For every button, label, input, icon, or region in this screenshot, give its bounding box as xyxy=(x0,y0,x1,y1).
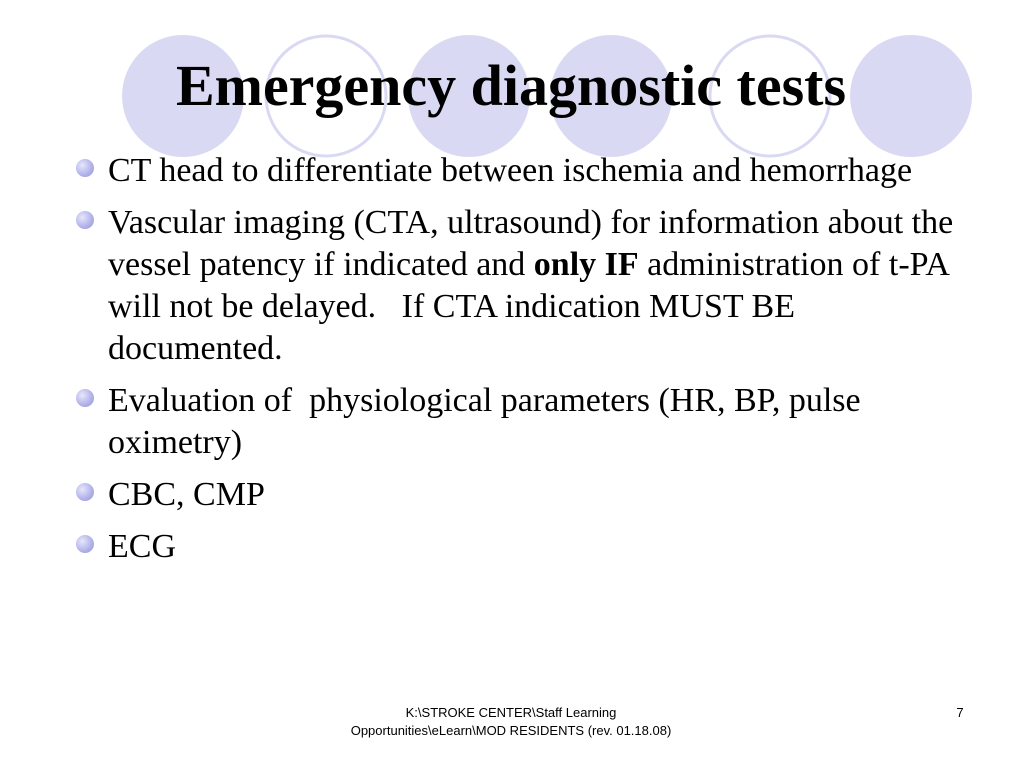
bullet-text: CT head to differentiate between ischemia and hemorrhage xyxy=(108,152,913,189)
slide-title-text: Emergency diagnostic tests xyxy=(175,53,847,118)
bullet-dot-icon xyxy=(76,535,94,553)
page-number: 7 xyxy=(956,705,964,720)
bullet-item xyxy=(76,526,976,568)
footer-path: K:\STROKE CENTER\Staff Learning Opportunities\eLearn\MOD RESIDENTS (rev. 01.18.08) xyxy=(350,705,672,738)
bullet-text-after: administration of t-PA will not be delayed. If CTA indication MUST BE documented. xyxy=(108,246,957,367)
bullet-dot-icon xyxy=(76,389,94,407)
bullet-text: Evaluation of physiological parameters (HR, BP, pulse oximetry) xyxy=(108,382,870,461)
bullet-item xyxy=(76,202,976,370)
slide-title xyxy=(0,48,1024,124)
bullet-dot-icon xyxy=(76,483,94,501)
bullet-item xyxy=(76,150,976,192)
bullet-text: ECG xyxy=(108,528,176,565)
bullet-text-before: Vascular imaging (CTA, ultrasound) for information about the vessel patency if indicated and xyxy=(108,204,954,283)
bullet-item xyxy=(76,380,976,464)
bullet-dot-icon xyxy=(76,159,94,177)
bullet-list xyxy=(76,150,976,578)
bullet-dot-icon xyxy=(76,211,94,229)
bullet-emphasis: only IF xyxy=(533,246,639,283)
bullet-text: CBC, CMP xyxy=(108,476,265,513)
bullet-item xyxy=(76,474,976,516)
